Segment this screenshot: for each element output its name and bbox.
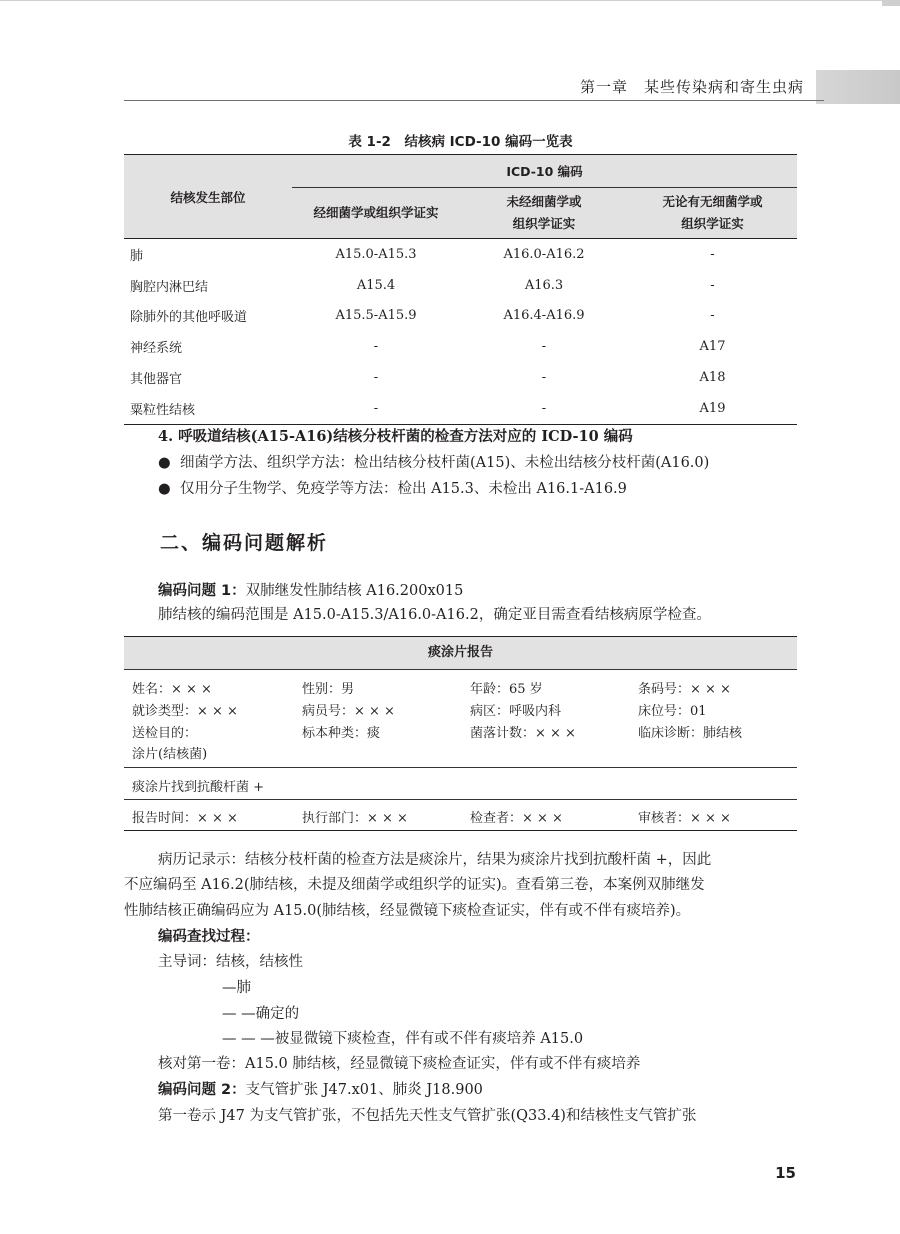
header-icd: ICD-10 编码 [292, 155, 797, 188]
table-row: 胸腔内淋巴结 A15.4 A16.3 - [130, 277, 715, 295]
report-patient-no: 病员号：× × × [302, 704, 395, 719]
report-sex: 性别：男 [302, 682, 355, 697]
report-purpose-value: 涂片(结核菌) [132, 747, 208, 762]
report-specimen: 标本种类：痰 [302, 726, 381, 741]
report-bed: 床位号：01 [638, 704, 707, 719]
table-row: 其他器官 - - A18 [130, 370, 726, 388]
report-colony: 菌落计数：× × × [470, 726, 576, 741]
report-time: 报告时间：× × × [132, 811, 238, 826]
paragraph-line: 不应编码至 A16.2(肺结核，未提及细菌学或组织学的证实)。查看第三卷，本案例双肺继发 [124, 877, 705, 893]
report-diagnosis: 临床诊断：肺结核 [638, 726, 743, 741]
lookup-line: — —确定的 [222, 1006, 300, 1022]
bullet-icon: ● [158, 481, 171, 497]
bullet-item: ● 仅用分子生物学、免疫学等方法：检出 A15.3、未检出 A16.1-A16.9 [158, 481, 627, 497]
header-unconfirmed: 未经细菌学或 组织学证实 [460, 188, 628, 239]
paragraph-line: 病历记录示：结核分枝杆菌的检查方法是痰涂片，结果为痰涂片找到抗酸杆菌 +，因此 [158, 852, 712, 868]
sputum-report [124, 636, 797, 831]
report-reviewer: 审核者：× × × [638, 811, 731, 826]
question-2: 编码问题 2：支气管扩张 J47.x01、肺炎 J18.900 [158, 1082, 483, 1098]
bullet-icon: ● [158, 455, 171, 471]
question-2-explanation: 第一卷示 J47 为支气管扩张，不包括先天性支气管扩张(Q33.4)和结核性支气管扩张 [158, 1108, 697, 1124]
report-divider [124, 767, 797, 768]
question-1: 编码问题 1：双肺继发性肺结核 A16.200x015 [158, 583, 464, 599]
report-divider [124, 799, 797, 800]
report-name: 姓名：× × × [132, 682, 212, 697]
bullet-item: ● 细菌学方法、组织学方法：检出结核分枝杆菌(A15)、未检出结核分枝杆菌(A16.0) [158, 455, 710, 471]
header-either: 无论有无细菌学或 组织学证实 [628, 188, 797, 239]
page-top-border [0, 0, 900, 1]
report-ward: 病区：呼吸内科 [470, 704, 562, 719]
table-row: 神经系统 - - A17 [130, 339, 726, 357]
paragraph-line: 性肺结核正确编码应为 A15.0(肺结核，经显微镜下痰检查证实，伴有或不伴有痰培养)。 [124, 903, 691, 919]
chapter-tab-decoration [816, 70, 900, 104]
question-1-explanation: 肺结核的编码范围是 A15.0-A15.3/A16.0-A16.2，确定亚目需查看结核病原学检查。 [158, 607, 711, 623]
table-caption: 表 1-2 结核病 ICD-10 编码一览表 [348, 134, 573, 150]
report-purpose: 送检目的： [132, 726, 198, 741]
lookup-line: 主导词：结核，结核性 [158, 954, 303, 970]
report-title: 痰涂片报告 [124, 637, 797, 670]
page-number: 15 [775, 1164, 796, 1182]
lookup-line: —肺 [222, 980, 251, 996]
lookup-line: 核对第一卷：A15.0 肺结核，经显微镜下痰检查证实，伴有或不伴有痰培养 [158, 1056, 641, 1072]
table-row: 粟粒性结核 - - A19 [130, 400, 726, 418]
lookup-title: 编码查找过程： [158, 929, 260, 945]
chapter-heading: 第一章 某些传染病和寄生虫病 [579, 78, 804, 96]
header-confirmed: 经细菌学或组织学证实 [292, 188, 460, 239]
report-age: 年龄：65 岁 [470, 682, 543, 697]
section-title: 二、编码问题解析 [160, 532, 329, 554]
header-site: 结核发生部位 [124, 155, 292, 239]
report-barcode: 条码号：× × × [638, 682, 731, 697]
icd-table [124, 154, 797, 425]
report-result: 痰涂片找到抗酸杆菌 + [132, 780, 265, 795]
section4-title: 4. 呼吸道结核(A15-A16)结核分枝杆菌的检查方法对应的 ICD-10 编码 [158, 428, 633, 445]
table-row: 除肺外的其他呼吸道 A15.5-A15.9 A16.4-A16.9 - [130, 308, 715, 326]
report-visit-type: 就诊类型：× × × [132, 704, 238, 719]
header-rule [124, 100, 824, 101]
lookup-line: — — —被显微镜下痰检查，伴有或不伴有痰培养 A15.0 [222, 1031, 584, 1047]
page-corner-mark [882, 0, 900, 6]
report-dept: 执行部门：× × × [302, 811, 408, 826]
table-row: 肺 A15.0-A15.3 A16.0-A16.2 - [130, 246, 715, 264]
report-examiner: 检查者：× × × [470, 811, 563, 826]
